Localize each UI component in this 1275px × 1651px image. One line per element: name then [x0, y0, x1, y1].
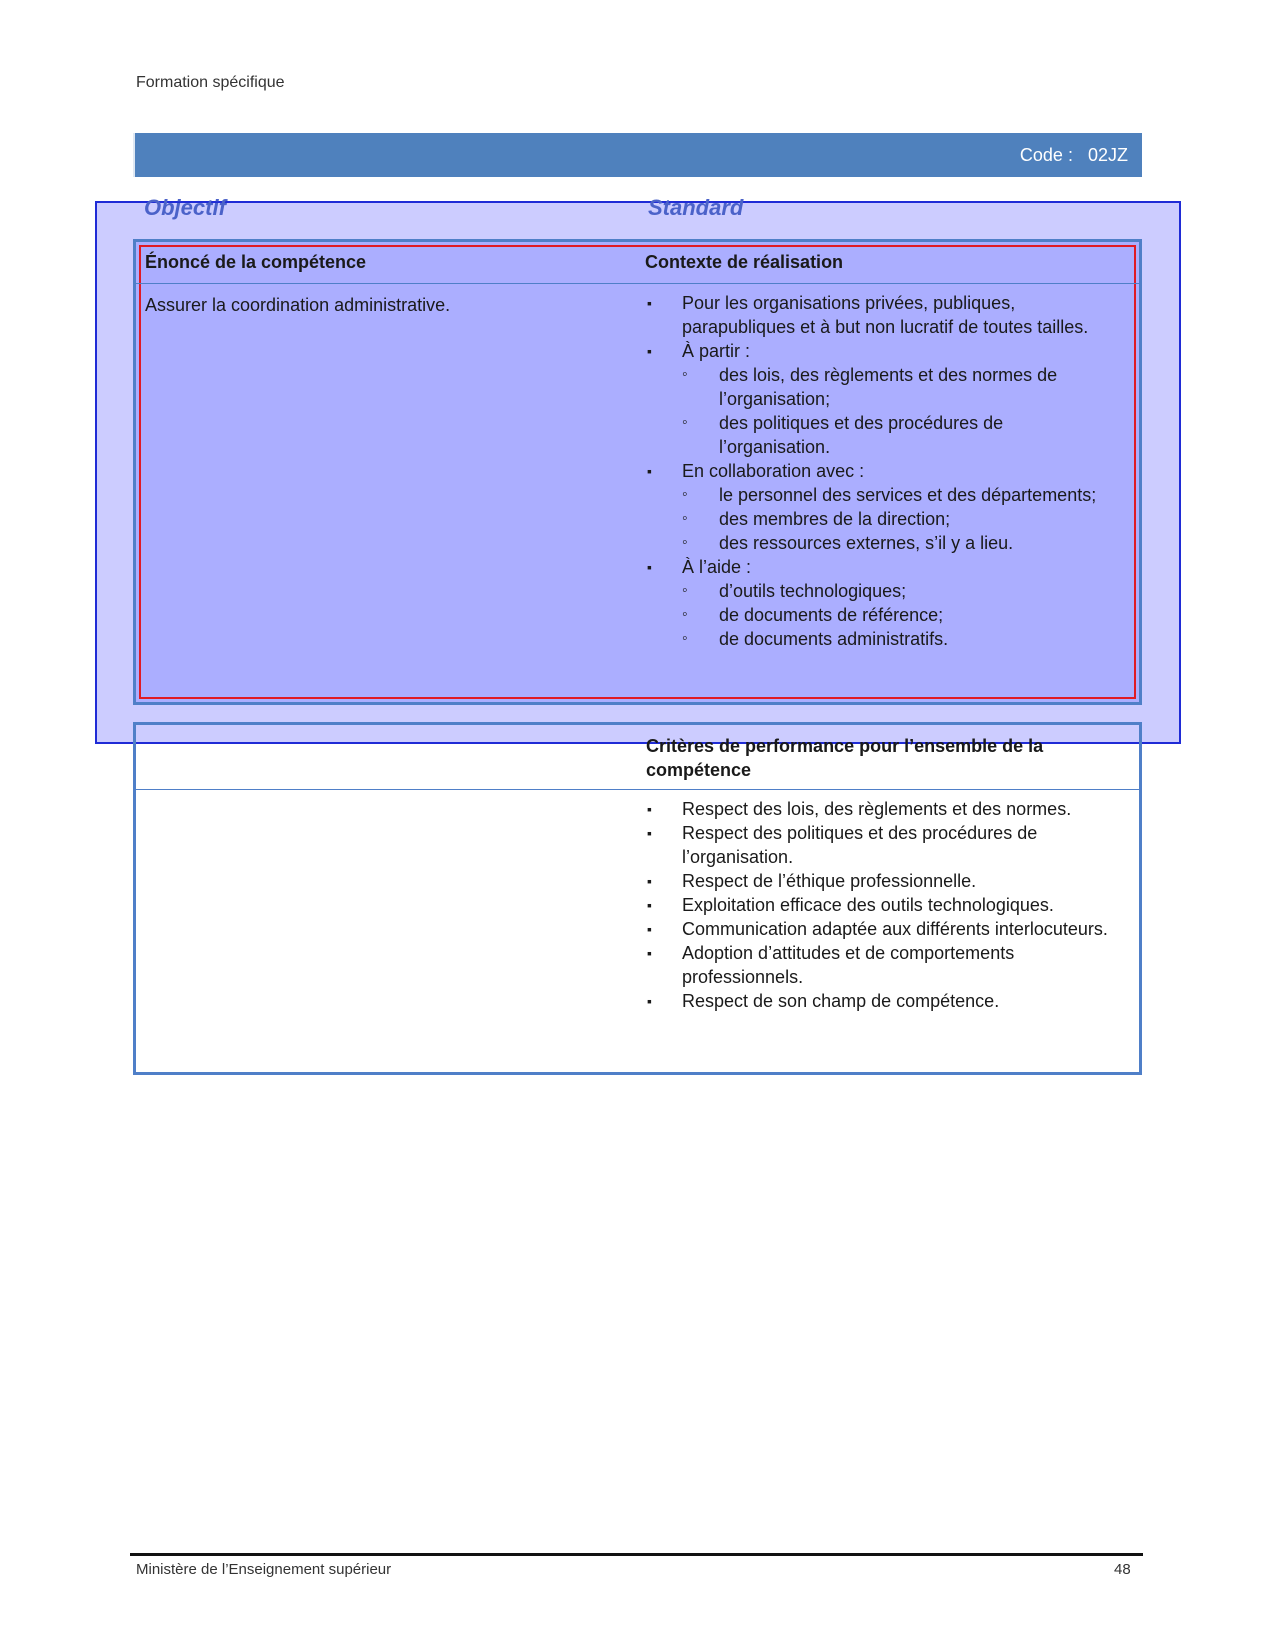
- context-subitem: [682, 603, 1115, 627]
- footer-ministry: Ministère de l’Enseignement supérieur: [136, 1561, 392, 1578]
- context-subitem: [682, 507, 1115, 531]
- criterion-item: [645, 869, 1125, 893]
- context-list: [645, 291, 1115, 651]
- footer-rule: [130, 1553, 1143, 1556]
- bullet-icon: ▪: [647, 873, 652, 889]
- context-item: [645, 339, 1115, 459]
- sub-bullet-icon: ◦: [682, 486, 688, 503]
- code-label: Code :: [1019, 145, 1073, 165]
- criteria-list: [645, 797, 1125, 1013]
- criterion-text: Respect de son champ de compétence.: [682, 991, 1000, 1011]
- context-subitem-text: des membres de la direction;: [719, 509, 951, 529]
- bullet-icon: ▪: [647, 897, 652, 913]
- context-subitem: [682, 531, 1115, 555]
- sub-bullet-icon: ◦: [682, 630, 688, 647]
- bullet-icon: ▪: [647, 295, 652, 311]
- criterion-text: Communication adaptée aux différents interlocuteurs.: [682, 919, 1108, 939]
- bullet-icon: ▪: [647, 559, 652, 575]
- sub-bullet-icon: ◦: [682, 414, 688, 431]
- criterion-text: Exploitation efficace des outils technologiques.: [682, 895, 1054, 915]
- sub-bullet-icon: ◦: [682, 534, 688, 551]
- criterion-text: Respect de l’éthique professionnelle.: [682, 871, 977, 891]
- context-item-text: En collaboration avec :: [682, 461, 865, 481]
- sub-bullet-icon: ◦: [682, 582, 688, 599]
- criterion-item: [645, 941, 1125, 989]
- sub-bullet-icon: ◦: [682, 606, 688, 623]
- bullet-icon: ▪: [647, 463, 652, 479]
- context-item: [645, 555, 1115, 651]
- context-subitem-text: de documents administratifs.: [719, 629, 949, 649]
- header-contexte: Contexte de réalisation: [645, 252, 844, 272]
- header-enonce: Énoncé de la compétence: [145, 252, 367, 272]
- header-criteres: Critères de performance pour l’ensemble de la compétence: [646, 736, 1044, 780]
- context-subitem: [682, 627, 1115, 651]
- code-value: 02JZ: [1087, 145, 1128, 165]
- context-subitem-text: le personnel des services et des départements;: [719, 485, 1097, 505]
- page-number: 48: [1114, 1561, 1131, 1578]
- sub-bullet-icon: ◦: [682, 366, 688, 383]
- bullet-icon: ▪: [647, 343, 652, 359]
- context-subitem-text: d’outils technologiques;: [719, 581, 907, 601]
- criterion-text: Adoption d’attitudes et de comportements professionnels.: [682, 943, 1015, 987]
- context-subitem-text: de documents de référence;: [719, 605, 944, 625]
- criterion-item: [645, 893, 1125, 917]
- context-item: [645, 459, 1115, 555]
- running-header: Formation spécifique: [136, 74, 285, 91]
- context-item: [645, 291, 1115, 339]
- criterion-text: Respect des lois, des règlements et des normes.: [682, 799, 1072, 819]
- criterion-item: [645, 917, 1125, 941]
- context-item-text: À l’aide :: [682, 557, 752, 577]
- context-subitem: [682, 411, 1115, 459]
- code-text: [1020, 145, 1128, 166]
- competence-statement: Assurer la coordination administrative.: [145, 295, 451, 315]
- bullet-icon: ▪: [647, 801, 652, 817]
- code-banner: [133, 133, 1142, 177]
- criterion-item: [645, 821, 1125, 869]
- context-subitem-text: des lois, des règlements et des normes de l’organisation;: [719, 365, 1058, 409]
- context-subitem-text: des politiques et des procédures de l’organisation.: [719, 413, 1004, 457]
- criterion-item: [645, 797, 1125, 821]
- bullet-icon: ▪: [647, 945, 652, 961]
- criterion-item: [645, 989, 1125, 1013]
- context-subitem: [682, 363, 1115, 411]
- table-header-divider: [136, 283, 1139, 284]
- section-title-objectif: Objectif: [144, 195, 226, 220]
- context-item-text: À partir :: [682, 341, 751, 361]
- sub-bullet-icon: ◦: [682, 510, 688, 527]
- bullet-icon: ▪: [647, 825, 652, 841]
- context-subitem: [682, 579, 1115, 603]
- table-header-divider: [136, 789, 1139, 790]
- context-item-text: Pour les organisations privées, publiques, parapubliques et à but non lucratif de toutes tailles.: [682, 293, 1089, 337]
- bullet-icon: ▪: [647, 921, 652, 937]
- bullet-icon: ▪: [647, 993, 652, 1009]
- context-subitem-text: des ressources externes, s’il y a lieu.: [719, 533, 1014, 553]
- criterion-text: Respect des politiques et des procédures de l’organisation.: [682, 823, 1038, 867]
- section-title-standard: Standard: [648, 195, 744, 220]
- context-subitem: [682, 483, 1115, 507]
